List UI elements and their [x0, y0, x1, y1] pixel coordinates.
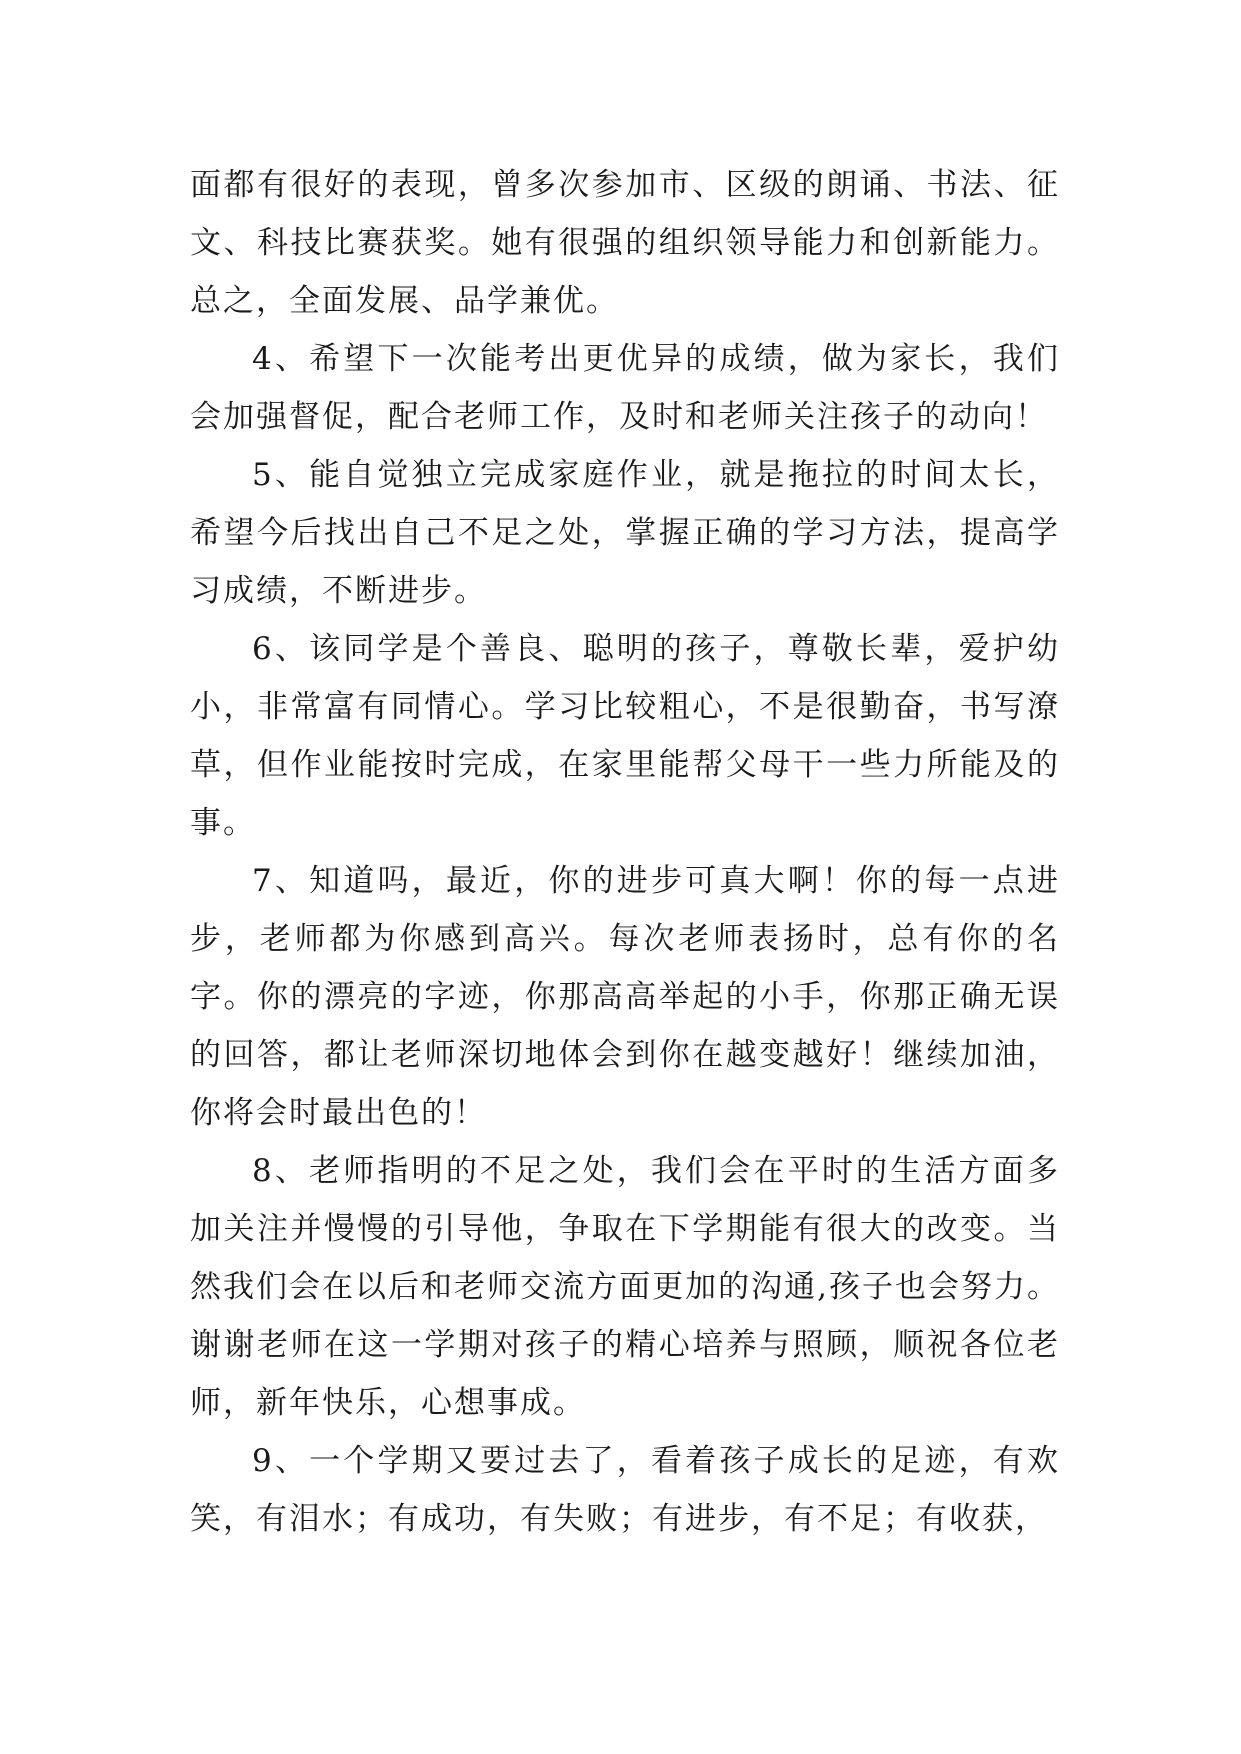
paragraph-item-9: 9、一个学期又要过去了，看着孩子成长的足迹，有欢笑，有泪水；有成功，有失败；有进步，有不足；有收获， — [190, 1443, 1060, 1537]
paragraph-item-4: 4、希望下一次能考出更优异的成绩，做为家长，我们会加强督促，配合老师工作，及时和老师关注孩子的动向！ — [190, 341, 1060, 435]
paragraph-item-8: 8、老师指明的不足之处，我们会在平时的生活方面多加关注并慢慢的引导他，争取在下学期能有很大的改变。当然我们会在以后和老师交流方面更加的沟通,孩子也会努力。谢谢老师在这一学期对孩子的精心培养与照顾，顺祝各位老师，新年快乐，心想事成。 — [190, 1153, 1060, 1421]
document-body — [190, 156, 1060, 1548]
paragraph-continued: 面都有很好的表现，曾多次参加市、区级的朗诵、书法、征文、科技比赛获奖。她有很强的组织领导能力和创新能力。总之，全面发展、品学兼优。 — [190, 167, 1060, 319]
paragraph-item-7: 7、知道吗，最近，你的进步可真大啊！你的每一点进步，老师都为你感到高兴。每次老师表扬时，总有你的名字。你的漂亮的字迹，你那高高举起的小手，你那正确无误的回答，都让老师深切地体会到你在越变越好！继续加油，你将会时最出色的！ — [190, 863, 1060, 1131]
paragraph-item-6: 6、该同学是个善良、聪明的孩子，尊敬长辈，爱护幼小，非常富有同情心。学习比较粗心，不是很勤奋，书写潦草，但作业能按时完成，在家里能帮父母干一些力所能及的事。 — [190, 631, 1060, 841]
paragraph-item-5: 5、能自觉独立完成家庭作业，就是拖拉的时间太长，希望今后找出自己不足之处，掌握正确的学习方法，提高学习成绩，不断进步。 — [190, 457, 1060, 609]
